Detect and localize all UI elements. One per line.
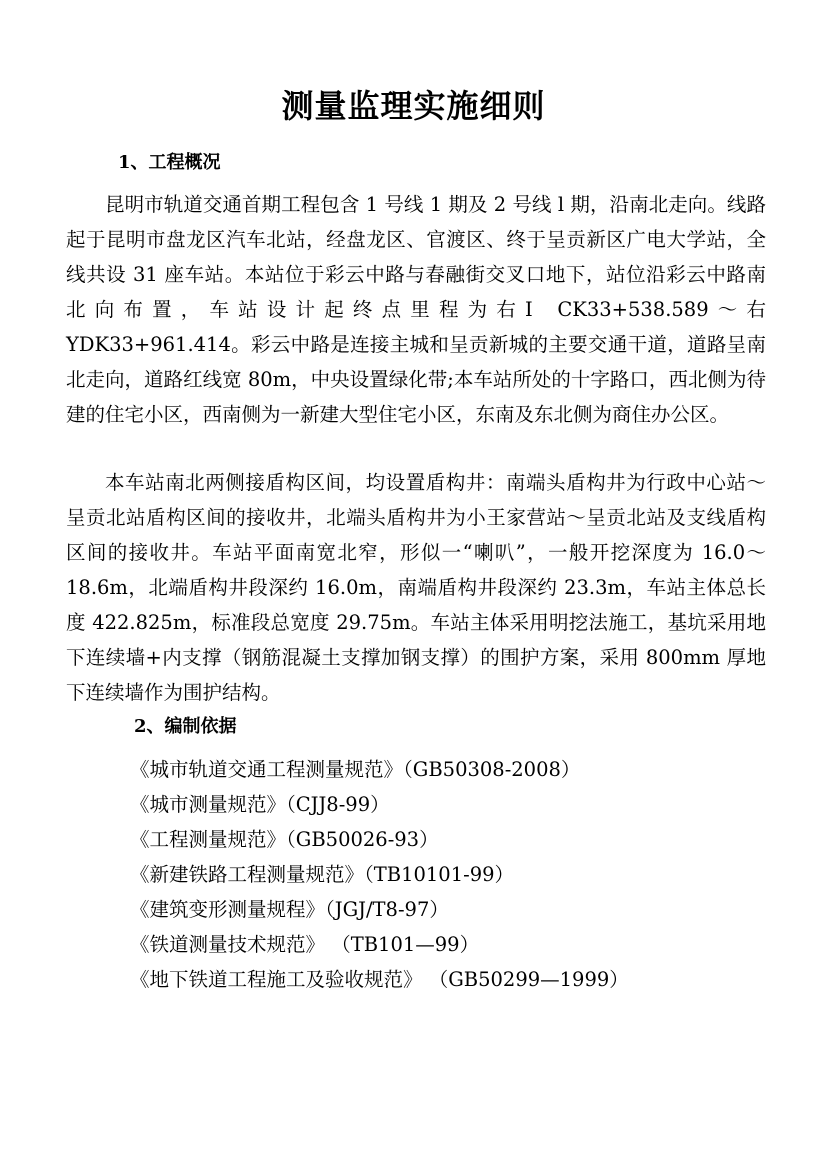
reference-item: 《铁道测量技术规范》 （TB101—99） bbox=[130, 933, 480, 956]
reference-item: 《工程测量规范》（GB50026-93） bbox=[130, 828, 439, 851]
reference-item: 《城市测量规范》（CJJ8-99） bbox=[130, 793, 390, 816]
reference-list bbox=[130, 752, 770, 997]
section-heading-overview: 1、工程概况 bbox=[118, 152, 221, 173]
reference-item: 《地下铁道工程施工及验收规范》 （GB50299—1999） bbox=[130, 968, 629, 991]
reference-item: 《建筑变形测量规程》（JGJ/T8-97） bbox=[130, 898, 449, 921]
document-title: 测量监理实施细则 bbox=[281, 87, 546, 125]
reference-item: 《城市轨道交通工程测量规范》（GB50308-2008） bbox=[130, 758, 581, 781]
reference-item: 《新建铁路工程测量规范》（TB10101-99） bbox=[130, 863, 515, 886]
overview-paragraph-1: 昆明市轨道交通首期工程包含 1 号线 1 期及 2 号线 l 期，沿南北走向。线路起于昆明市盘龙区汽车北站，经盘龙区、官渡区、终于呈贡新区广电大学站，全线共设 31 座车站。本站位于彩云中路与春融街交叉口地下，站位沿彩云中路南北向布置，车站设计起终点里程为右Ⅰ CK33+538.589～右 YDK33+961.414。彩云中路是连接主城和呈贡新城的主要交通干道，道路呈南北走向，道路红线宽 80m，中央设置绿化带;本车站所处的十字路口，西北侧为待建的住宅小区，西南侧为一新建大型住宅小区，东南及东北侧为商住办公区。 bbox=[66, 193, 766, 426]
section-heading-basis: 2、编制依据 bbox=[134, 716, 237, 737]
overview-paragraph-2: 本车站南北两侧接盾构区间，均设置盾构井：南端头盾构井为行政中心站～呈贡北站盾构区间的接收井，北端头盾构井为小王家营站～呈贡北站及支线盾构区间的接收井。车站平面南宽北窄，形似一“喇叭”，一般开挖深度为 16.0～18.6m，北端盾构井段深约 16.0m，南端盾构井段深约 23.3m，车站主体总长度 422.825m，标准段总宽度 29.75m。车站主体采用明挖法施工，基坑采用地下连续墙+内支撑（钢筋混凝土支撑加钢支撑）的围护方案，采用 800mm 厚地下连续墙作为围护结构。 bbox=[66, 471, 766, 704]
